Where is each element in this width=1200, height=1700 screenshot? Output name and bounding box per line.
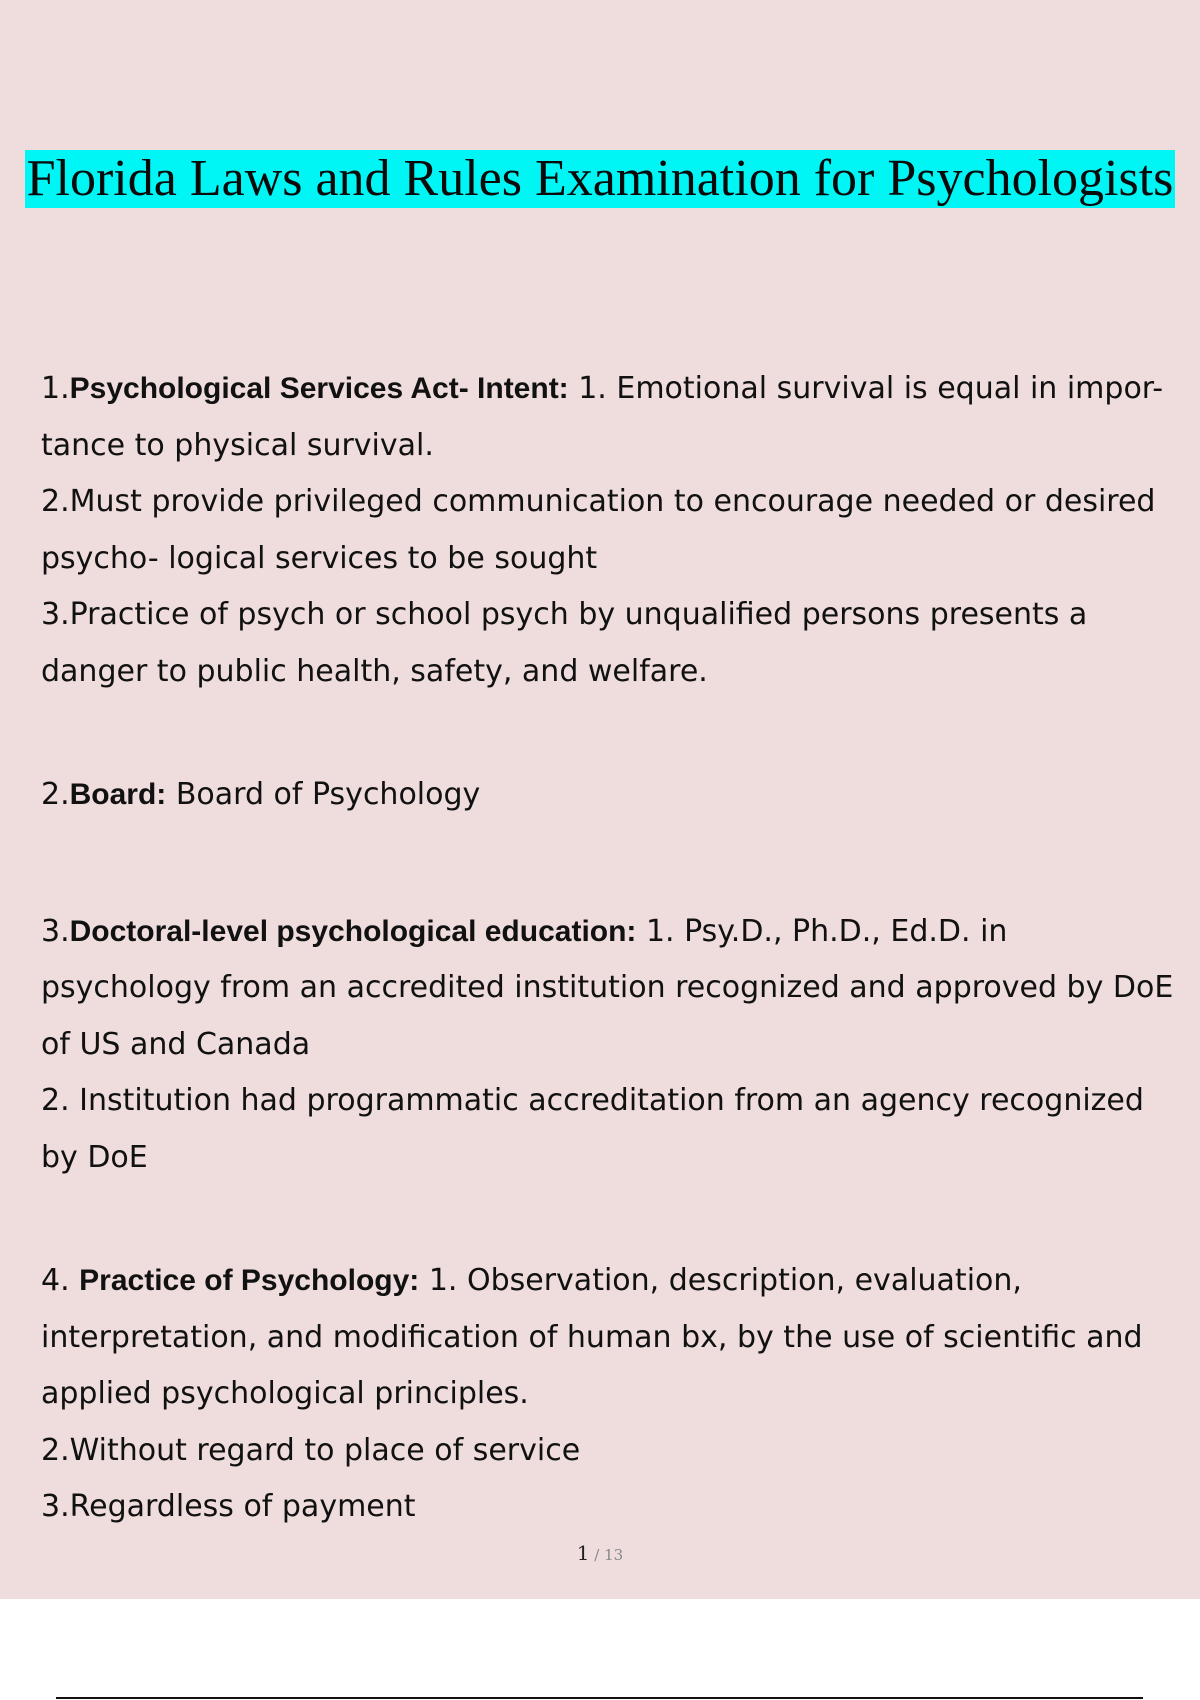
page-divider (56, 1697, 1143, 1699)
entry-1-line-3: 3.Practice of psych or school psych by unqualified persons presents a danger to public health, safety, and welfare. (41, 597, 1088, 689)
entry-4-line-2: 2.Without regard to place of service (41, 1432, 581, 1468)
entry-term: Psychological Services Act- Intent: (69, 372, 569, 405)
entry-number: 4. (41, 1263, 80, 1298)
entry-number: 1. (41, 371, 70, 406)
entry-1-line-2: 2.Must provide privileged communication to encourage needed or desired psycho- logical services to be sought (41, 484, 1156, 576)
entry-2-line-1 (41, 767, 1181, 824)
entry-number: 3. (41, 913, 70, 949)
entry-4 (41, 1253, 1181, 1536)
page-current: 1 (576, 1541, 590, 1565)
entry-1 (41, 361, 1181, 700)
entry-3 (41, 904, 1181, 1187)
entry-text: 1. Psy.D., Ph.D., Ed.D. in psychology from an accredited institution recognized and approved by DoE of US and Canada (41, 913, 1174, 1062)
title-container (0, 150, 1200, 208)
document-title: Florida Laws and Rules Examination for Psychologists (26, 150, 1174, 207)
entry-1-line-1 (41, 361, 1181, 474)
entry-term: Board: (69, 778, 167, 811)
entry-number: 2. (41, 777, 70, 812)
entry-2 (41, 767, 1181, 824)
document-body (41, 361, 1181, 1536)
entry-3-line-2: 2. Institution had programmatic accreditation from an agency recognized by DoE (41, 1083, 1144, 1175)
page-number (0, 1541, 1200, 1565)
entry-text: 1. Observation, description, evaluation, interpretation, and modification of human bx, by the use of scientific and applied psychological principles. (41, 1263, 1143, 1411)
entry-4-line-3: 3.Regardless of payment (41, 1489, 416, 1524)
entry-4-line-1 (41, 1253, 1181, 1423)
page-total: / 13 (589, 1546, 624, 1564)
entry-term: Practice of Psychology: (79, 1264, 420, 1297)
entry-text: Board of Psychology (166, 777, 481, 812)
entry-text: 1. Emotional survival is equal in impor- tance to physical survival. (41, 371, 1164, 463)
entry-3-line-1 (41, 904, 1181, 1074)
entry-term: Doctoral-level psychological education: (69, 914, 637, 948)
